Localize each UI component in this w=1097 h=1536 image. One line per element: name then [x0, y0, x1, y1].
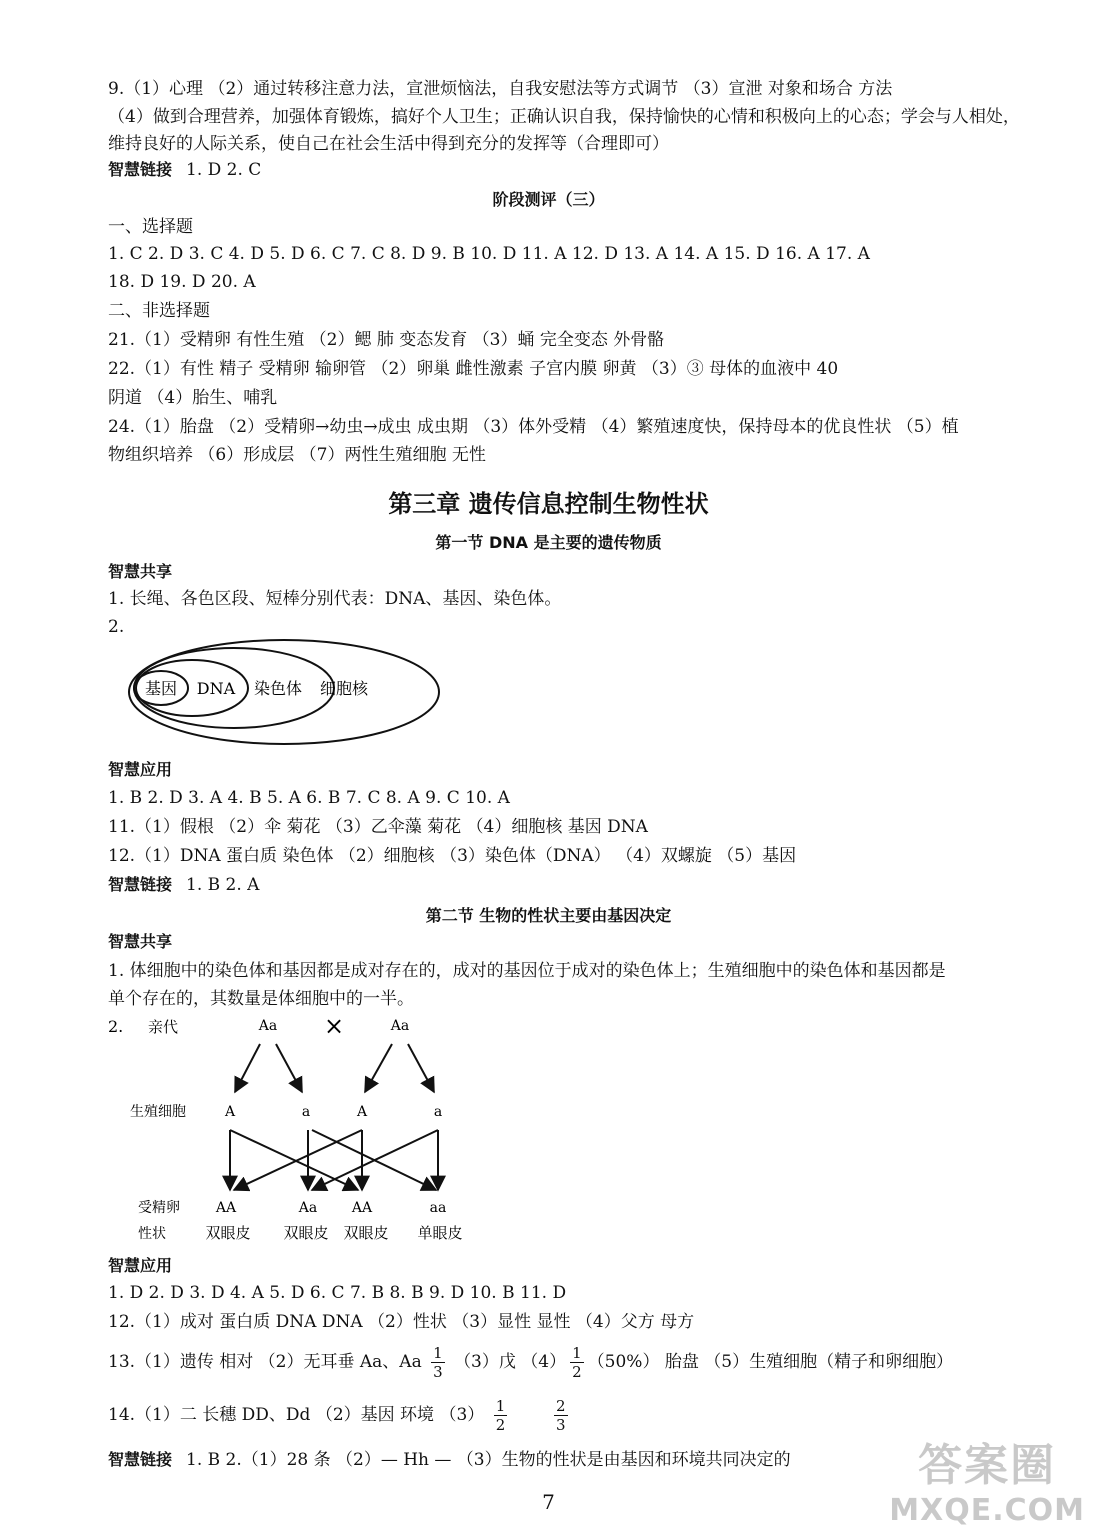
watermark-top: 答案圈 — [918, 1440, 1057, 1491]
zygote-4: aa — [429, 1200, 447, 1216]
link-label: 智慧链接 — [108, 160, 173, 179]
row-label-gamete: 生殖细胞 — [130, 1104, 186, 1120]
gene-share-1b: 单个存在的，其数量是体细胞中的一半。 — [108, 989, 414, 1009]
q22-line-2: 阴道 （4）胎生、哺乳 — [108, 388, 278, 408]
gene-apply-label: 智慧应用 — [108, 1256, 173, 1275]
parent-1: Aa — [258, 1018, 278, 1034]
row-label-trait: 性状 — [138, 1226, 166, 1242]
q24-line-1: 24.（1）胎盘 （2）受精卵→幼虫→成虫 成虫期 （3）体外受精 （4）繁殖速度快，保持母本的优良性状 （5）植 — [108, 417, 959, 437]
section-choice: 一、选择题 — [108, 217, 193, 237]
watermark-logo — [889, 1429, 1085, 1528]
cross-sign: × — [323, 1012, 345, 1040]
q21-line: 21.（1）受精卵 有性生殖 （2）鳃 肺 变态发育 （3）蛹 完全变态 外骨骼 — [108, 330, 665, 350]
dna-apply-1: 1. B 2. D 3. A 4. B 5. A 6. B 7. C 8. A 9. C 10. A — [108, 788, 510, 808]
fraction-1-2 — [570, 1344, 584, 1381]
section-nonchoice: 二、非选择题 — [108, 301, 210, 321]
fraction-numerator: 1 — [433, 1344, 443, 1362]
zygote-2: Aa — [298, 1200, 318, 1216]
fraction-1-2-b — [494, 1397, 508, 1434]
gene-link-label: 智慧链接 — [108, 1450, 173, 1469]
q13-post: （50%） 胎盘 （5）生殖细胞（精子和卵细胞） — [587, 1352, 954, 1372]
mc-answers-1: 1. C 2. D 3. C 4. D 5. D 6. C 7. C 8. D 9. B 10. D 11. A 12. D 13. A 14. A 15. D 16. A 17. A — [108, 244, 870, 264]
fraction-denominator: 2 — [495, 1416, 506, 1434]
fraction-numerator: 1 — [495, 1397, 506, 1415]
fraction-denominator: 3 — [556, 1416, 566, 1434]
zygote-1: AA — [215, 1200, 237, 1216]
dna-link-answers: 1. B 2. A — [186, 875, 260, 895]
gene-share-1a: 1. 体细胞中的染色体和基因都是成对存在的，成对的基因位于成对的染色体上；生殖细胞中的染色体和基因都是 — [108, 961, 946, 981]
link-line-1 — [108, 159, 261, 181]
label-nucleus: 细胞核 — [319, 679, 369, 698]
fraction-2-3 — [554, 1397, 568, 1434]
arrow-p2-a — [408, 1044, 434, 1092]
nested-ellipse-diagram — [124, 636, 444, 748]
gene-apply-1: 1. D 2. D 3. D 4. A 5. D 6. C 7. B 8. B 9. D 10. B 11. D — [108, 1283, 567, 1303]
q13-pre: 13.（1）遗传 相对 （2）无耳垂 Aa、Aa — [108, 1352, 422, 1372]
link-answers: 1. D 2. C — [186, 160, 262, 180]
parent-2: Aa — [390, 1018, 410, 1034]
q22-line-1: 22.（1）有性 精子 受精卵 输卵管 （2）卵巢 雌性激素 子宫内膜 卵黄 （3）③ 母体的血液中 40 — [108, 359, 839, 379]
dna-apply-label: 智慧应用 — [108, 760, 173, 779]
gene-link-answers: 1. B 2.（1）28 条 （2）— Hh — （3）生物的性状是由基因和环境共同决定的 — [186, 1450, 791, 1470]
q24-line-2: 物组织培养 （6）形成层 （7）两性生殖细胞 无性 — [108, 445, 486, 465]
q9-line-2: （4）做到合理营养，加强体育锻炼，搞好个人卫生；正确认识自我，保持愉快的心情和积极向上的心态；学会与人相处， — [108, 107, 1020, 127]
gene-apply-13 — [108, 1342, 953, 1382]
chapter-title: 第三章 遗传信息控制生物性状 — [388, 490, 709, 518]
label-gene: 基因 — [144, 679, 178, 698]
gene-share-label: 智慧共享 — [108, 932, 173, 951]
dna-share-label: 智慧共享 — [108, 562, 173, 581]
gamete-4: a — [433, 1104, 443, 1120]
dna-link-line — [108, 874, 259, 896]
trait-4: 单眼皮 — [417, 1224, 463, 1242]
section-dna-title: 第一节 DNA 是主要的遗传物质 — [435, 533, 662, 552]
dna-apply-11: 11.（1）假根 （2）伞 菊花 （3）乙伞藻 菊花 （4）细胞核 基因 DNA — [108, 817, 648, 837]
trait-1: 双眼皮 — [205, 1224, 251, 1242]
fraction-numerator: 1 — [572, 1344, 582, 1362]
gamete-1: A — [224, 1104, 236, 1120]
q9-line-3: 维持良好的人际关系，使自己在社会生活中得到充分的发挥等（合理即可） — [108, 134, 669, 154]
cross-number: 2. — [108, 1017, 124, 1036]
gene-apply-14 — [108, 1395, 572, 1435]
arrow-p1-a — [276, 1044, 302, 1092]
gamete-3: A — [356, 1104, 368, 1120]
stage-title: 阶段测评（三） — [492, 190, 605, 209]
q9-line-1: 9.（1）心理 （2）通过转移注意力法，宣泄烦恼法，自我安慰法等方式调节 （3）宣泄 对象和场合 方法 — [108, 79, 893, 99]
label-dna: DNA — [196, 679, 236, 698]
q14-pre: 14.（1）二 长穗 DD、Dd （2）基因 环境 （3） — [108, 1405, 485, 1425]
fraction-1-3 — [431, 1344, 445, 1381]
dna-apply-12: 12.（1）DNA 蛋白质 染色体 （2）细胞核 （3）染色体（DNA） （4）双螺旋 （5）基因 — [108, 846, 797, 866]
arrow-p1-A — [235, 1044, 260, 1092]
fraction-denominator: 2 — [572, 1363, 582, 1381]
row-label-zygote: 受精卵 — [138, 1200, 180, 1216]
gene-apply-12: 12.（1）成对 蛋白质 DNA DNA （2）性状 （3）显性 显性 （4）父方 母方 — [108, 1312, 695, 1332]
dna-share-2: 2. — [108, 617, 125, 637]
mc-answers-2: 18. D 19. D 20. A — [108, 272, 256, 292]
dna-share-1: 1. 长绳、各色区段、短棒分别代表：DNA、基因、染色体。 — [108, 589, 562, 609]
arrow-A2-AA1 — [234, 1130, 362, 1190]
genetic-cross-diagram — [100, 1012, 500, 1252]
dna-link-label: 智慧链接 — [108, 875, 173, 894]
arrow-p2-A — [365, 1044, 392, 1092]
zygote-3: AA — [351, 1200, 373, 1216]
fraction-numerator: 2 — [556, 1397, 566, 1415]
gene-link-line — [108, 1449, 791, 1471]
section-gene-title: 第二节 生物的性状主要由基因决定 — [425, 906, 672, 925]
arrow-A-AA2 — [230, 1130, 358, 1190]
q13-mid: （3）戊 （4） — [454, 1352, 567, 1372]
gamete-2: a — [301, 1104, 311, 1120]
trait-3: 双眼皮 — [343, 1224, 389, 1242]
trait-2: 双眼皮 — [283, 1224, 329, 1242]
fraction-denominator: 3 — [433, 1363, 443, 1381]
row-label-parent: 亲代 — [148, 1018, 179, 1036]
label-chromosome: 染色体 — [253, 679, 303, 698]
page-number: 7 — [542, 1490, 555, 1514]
watermark-bottom: MXQE.COM — [889, 1493, 1085, 1528]
